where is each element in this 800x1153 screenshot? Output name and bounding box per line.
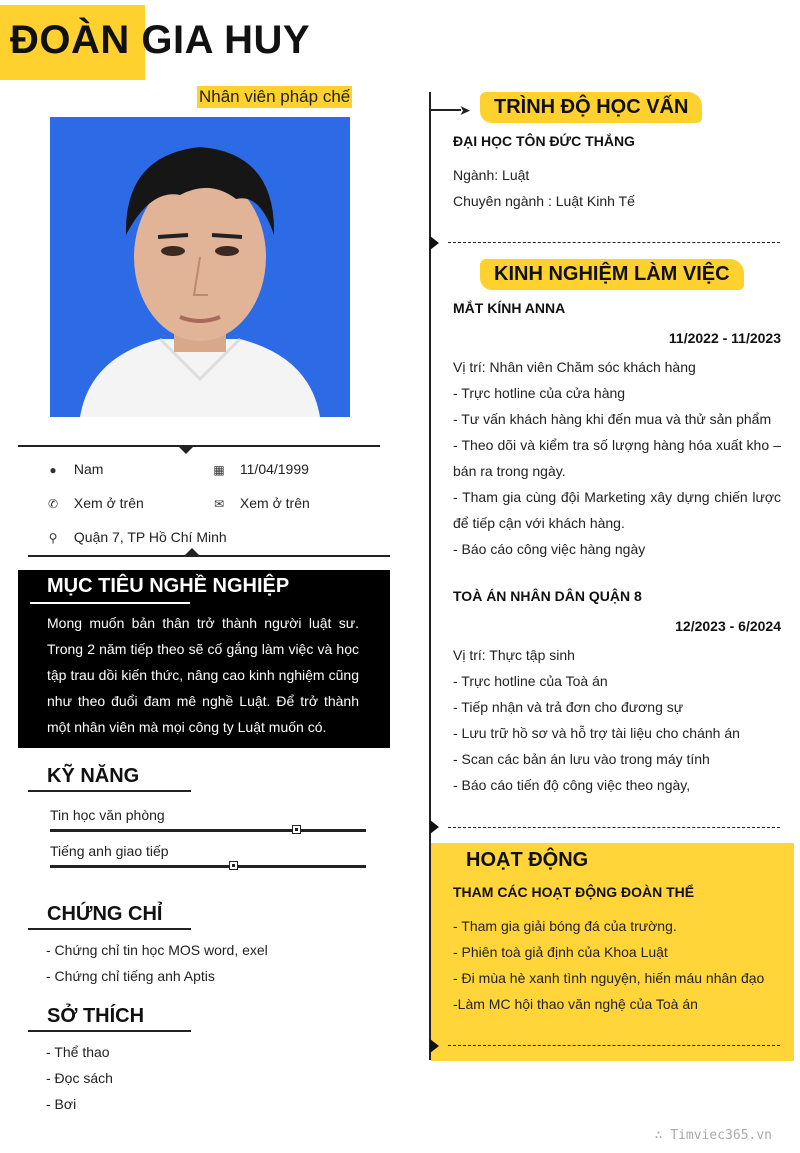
objective-title: MỤC TIÊU NGHỀ NGHIỆP <box>47 575 290 597</box>
job-duty: - Báo cáo công việc hàng ngày <box>453 541 646 557</box>
activities-title: HOẠT ĐỘNG <box>466 849 589 871</box>
education-title: TRÌNH ĐỘ HỌC VẤN <box>480 92 702 123</box>
activity-item: - Phiên toà giả định của Khoa Luật <box>453 944 668 960</box>
address-row <box>46 529 227 545</box>
education-school: ĐẠI HỌC TÔN ĐỨC THẮNG <box>453 133 635 149</box>
skill-name: Tiếng anh giao tiếp <box>50 843 169 859</box>
education-major: Ngành: Luật <box>453 167 530 183</box>
candidate-name: ĐOÀN GIA HUY <box>10 18 311 62</box>
job-period: 11/2022 - 11/2023 <box>668 330 781 346</box>
job-company: MẮT KÍNH ANNA <box>453 300 566 316</box>
person-icon: ● <box>49 463 57 477</box>
info-bottom-marker <box>184 548 200 556</box>
gender-value: Nam <box>73 461 104 477</box>
job-duty: - Scan các bản án lưu vào trong máy tính <box>453 751 710 767</box>
activity-item: -Làm MC hội thao văn nghệ của Toà án <box>453 996 698 1012</box>
job-duty: - Báo cáo tiến độ công việc theo ngày, <box>453 777 691 793</box>
section-divider <box>448 827 780 828</box>
address-value: Quận 7, TP Hồ Chí Minh <box>73 529 227 545</box>
job-duty: - Tham gia cùng đội Marketing xây dựng chiến lược để tiếp cận với khách hàng. <box>453 489 781 531</box>
timeline-arrow-shaft <box>431 109 461 111</box>
objective-text: Mong muốn bản thân trở thành người luật sư. Trong 2 năm tiếp theo sẽ cố gắng làm việc và học tập trau dồi kiến thức, nâng cao kinh nghiệm cũng như theo đuổi đam mê nghề Luật. Để trở thành một nhân viên mà mọi công ty Luật muốn có. <box>47 615 359 735</box>
hobbies-title: SỞ THÍCH <box>47 1005 145 1027</box>
skill-name: Tin học văn phòng <box>50 807 165 823</box>
activity-item: - Tham gia giải bóng đá của trường. <box>453 918 677 934</box>
phone-icon: ✆ <box>47 497 59 511</box>
timeline-marker <box>430 820 439 834</box>
skills-underline <box>28 790 191 792</box>
experience-title: KINH NGHIỆM LÀM VIỆC <box>480 259 744 290</box>
skill-level-knob <box>292 825 301 834</box>
watermark-text: Timviec365.vn <box>670 1128 772 1143</box>
job-company: TOÀ ÁN NHÂN DÂN QUẬN 8 <box>453 588 642 604</box>
map-pin-icon: ⚲ <box>48 531 58 545</box>
birthday-row <box>212 461 309 477</box>
hobby-item: - Bơi <box>46 1096 77 1112</box>
skill-level-knob <box>229 861 238 870</box>
job-duty: - Trực hotline của Toà án <box>453 673 608 689</box>
profile-photo <box>50 117 350 417</box>
job-title: Nhân viên pháp chế <box>199 87 351 106</box>
skill-bar <box>50 829 366 832</box>
birthday-value: 11/04/1999 <box>239 461 309 477</box>
email-value: Xem ở trên <box>239 495 310 511</box>
skills-title: KỸ NĂNG <box>47 765 140 787</box>
certificates-title: CHỨNG CHỈ <box>47 903 163 925</box>
job-duty: - Tư vấn khách hàng khi đến mua và thử sản phẩm <box>453 411 772 427</box>
calendar-icon: ▦ <box>213 463 225 477</box>
objective-underline <box>30 602 190 604</box>
certificates-underline <box>28 928 191 930</box>
info-top-marker <box>178 446 194 454</box>
info-top-line <box>18 445 380 447</box>
arrow-right-icon: ➤ <box>459 102 471 118</box>
education-specialization: Chuyên ngành : Luật Kinh Tế <box>453 193 635 209</box>
certificate-item: - Chứng chỉ tin học MOS word, exel <box>46 942 268 958</box>
gender-row <box>46 461 103 477</box>
email-row <box>212 495 310 511</box>
section-divider <box>448 1045 780 1046</box>
activities-subtitle: THAM CÁC HOẠT ĐỘNG ĐOÀN THỂ <box>453 884 695 900</box>
job-duty: - Theo dõi và kiểm tra số lượng hàng hóa xuất kho – bán ra trong ngày. <box>453 437 781 479</box>
hobbies-underline <box>28 1030 191 1032</box>
job-position: Vị trí: Thực tập sinh <box>453 647 575 663</box>
job-position: Vị trí: Nhân viên Chăm sóc khách hàng <box>453 359 696 375</box>
activity-item: - Đi mùa hè xanh tình nguyện, hiến máu nhân đạo <box>453 970 765 986</box>
timeline-marker <box>430 1039 439 1053</box>
timeline-marker <box>430 236 439 250</box>
watermark <box>655 1128 772 1143</box>
skill-bar <box>50 865 366 868</box>
certificate-item: - Chứng chỉ tiếng anh Aptis <box>46 968 215 984</box>
job-period: 12/2023 - 6/2024 <box>675 618 781 634</box>
hobby-item: - Đọc sách <box>46 1070 113 1086</box>
info-bottom-line <box>28 555 390 557</box>
job-duty: - Lưu trữ hồ sơ và hỗ trợ tài liệu cho chánh án <box>453 725 740 741</box>
phone-value: Xem ở trên <box>73 495 144 511</box>
job-duty: - Trực hotline của cửa hàng <box>453 385 626 401</box>
watermark-icon: ∴ <box>654 1128 671 1143</box>
section-divider <box>448 242 780 243</box>
envelope-icon: ✉ <box>213 497 225 511</box>
job-duty: - Tiếp nhận và trả đơn cho đương sự <box>453 699 684 715</box>
phone-row <box>46 495 144 511</box>
hobby-item: - Thể thao <box>46 1044 110 1060</box>
